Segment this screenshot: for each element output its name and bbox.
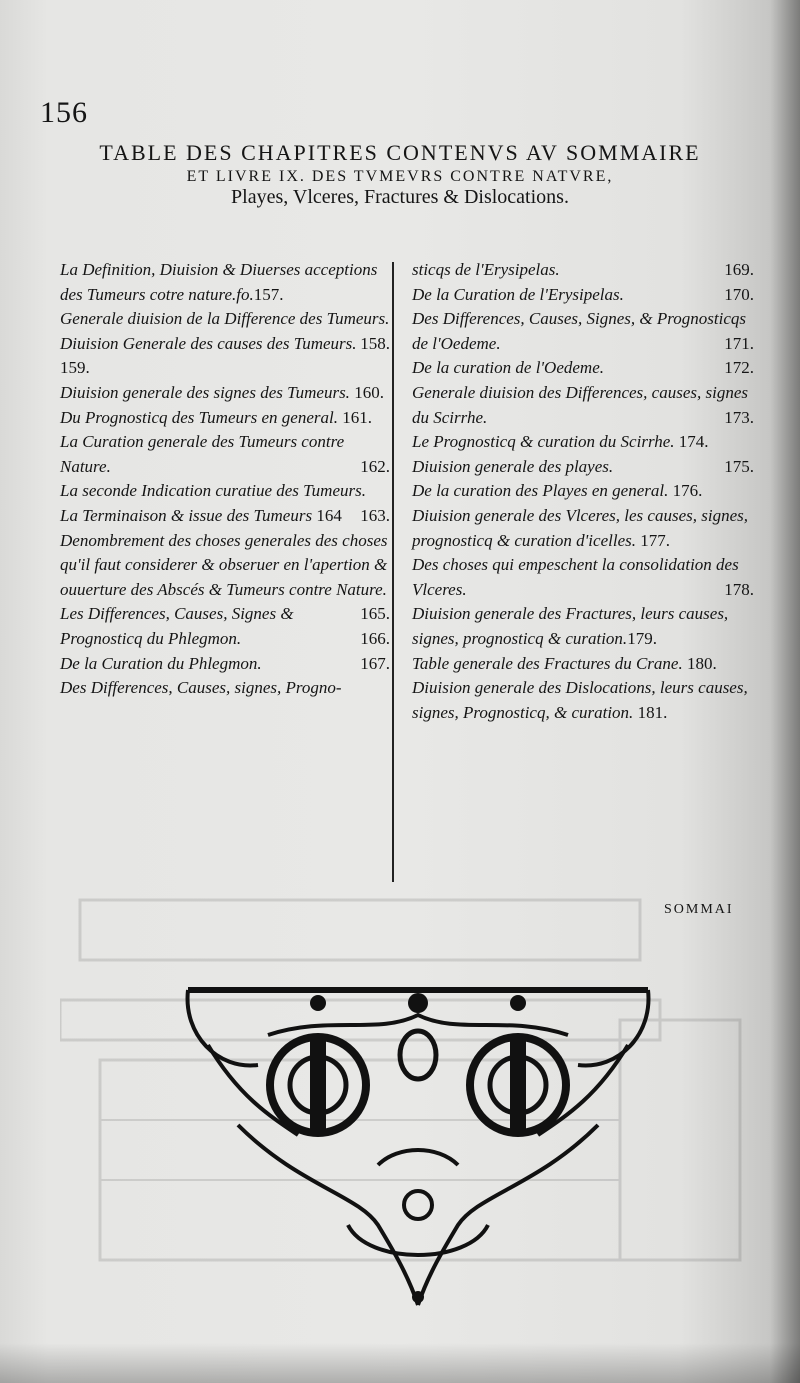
table-entry: Des Differences, Causes, signes, Progno- — [60, 678, 342, 698]
table-entry: De la Curation de l'Erysipelas. 170. — [412, 284, 754, 304]
table-entry: Diuision Generale des causes des Tumeurs. 159. — [60, 333, 357, 378]
table-entry: Denombrement des choses generales des choses qu'il faut considerer & obseruer en l'apertion & ouuerture des Abscés & Tumeurs contre Nature. 165. — [60, 530, 390, 624]
page-edge-shadow — [770, 0, 800, 1383]
table-entry: Diuision generale des signes des Tumeurs. 160. — [60, 382, 384, 402]
chapter-table — [60, 258, 754, 888]
tailpiece-ornament — [178, 975, 658, 1310]
table-entry: Diuision generale des Dislocations, leurs causes, signes, Prognosticq, & curation. 181. — [412, 678, 748, 722]
table-entry: Des Differences, Causes, Signes, & Prognosticqs de l'Oedeme. 171. — [412, 309, 754, 353]
page-number: 156 — [40, 96, 88, 129]
left-column — [60, 258, 390, 701]
table-entry: sticqs de l'Erysipelas. 169. — [412, 260, 754, 279]
heading-line-3: Playes, Vlceres, Fractures & Dislocations. — [231, 186, 569, 208]
table-entry: Generale diuision des Differences, causes, signes du Scirrhe. 173. — [412, 382, 754, 427]
table-entry: Les Differences, Causes, Signes & Prognosticq du Phlegmon. 166. — [60, 604, 390, 648]
table-entry: De la curation des Playes en general. 176. — [412, 481, 703, 501]
table-entry: Diuision generale des Fractures, leurs causes, signes, prognosticq & curation.179. — [412, 604, 729, 648]
table-entry: La Terminaison & issue des Tumeurs 164 — [60, 505, 342, 525]
heading-line-1: TABLE DES CHAPITRES CONTENVS AV SOMMAIRE — [99, 140, 701, 165]
table-entry: Du Prognosticq des Tumeurs en general. 161. — [60, 407, 372, 427]
right-column — [412, 258, 754, 725]
table-entry: La Definition, Diuision & Diuerses acceptions des Tumeurs cotre nature.fo.157. — [60, 260, 378, 304]
table-entry: De la Curation du Phlegmon. 167. — [60, 653, 390, 673]
table-entry: Diuision generale des playes. 175. — [412, 456, 754, 476]
table-entry: Generale diuision de la Difference des Tumeurs. 158. — [60, 309, 390, 353]
table-entry: Table generale des Fractures du Crane. 180. — [412, 653, 717, 673]
page-bottom-shadow — [0, 1343, 800, 1383]
catchword: SOMMAI — [664, 902, 734, 917]
table-heading — [50, 140, 750, 209]
table-entry: De la curation de l'Oedeme. 172. — [412, 358, 754, 378]
table-entry: La seconde Indication curatiue des Tumeurs. 163. — [60, 481, 390, 525]
table-entry: La Curation generale des Tumeurs contre Nature. 162. — [60, 432, 390, 476]
table-entry: Diuision generale des Vlceres, les causes, signes, prognosticq & curation d'icelles. 177. — [412, 505, 748, 550]
heading-line-2: ET LIVRE IX. DES TVMEVRS CONTRE NATVRE, — [186, 168, 614, 185]
table-entry: Le Prognosticq & curation du Scirrhe. 174. — [412, 432, 709, 452]
table-entry: Des choses qui empeschent la consolidation des Vlceres. 178. — [412, 555, 754, 599]
